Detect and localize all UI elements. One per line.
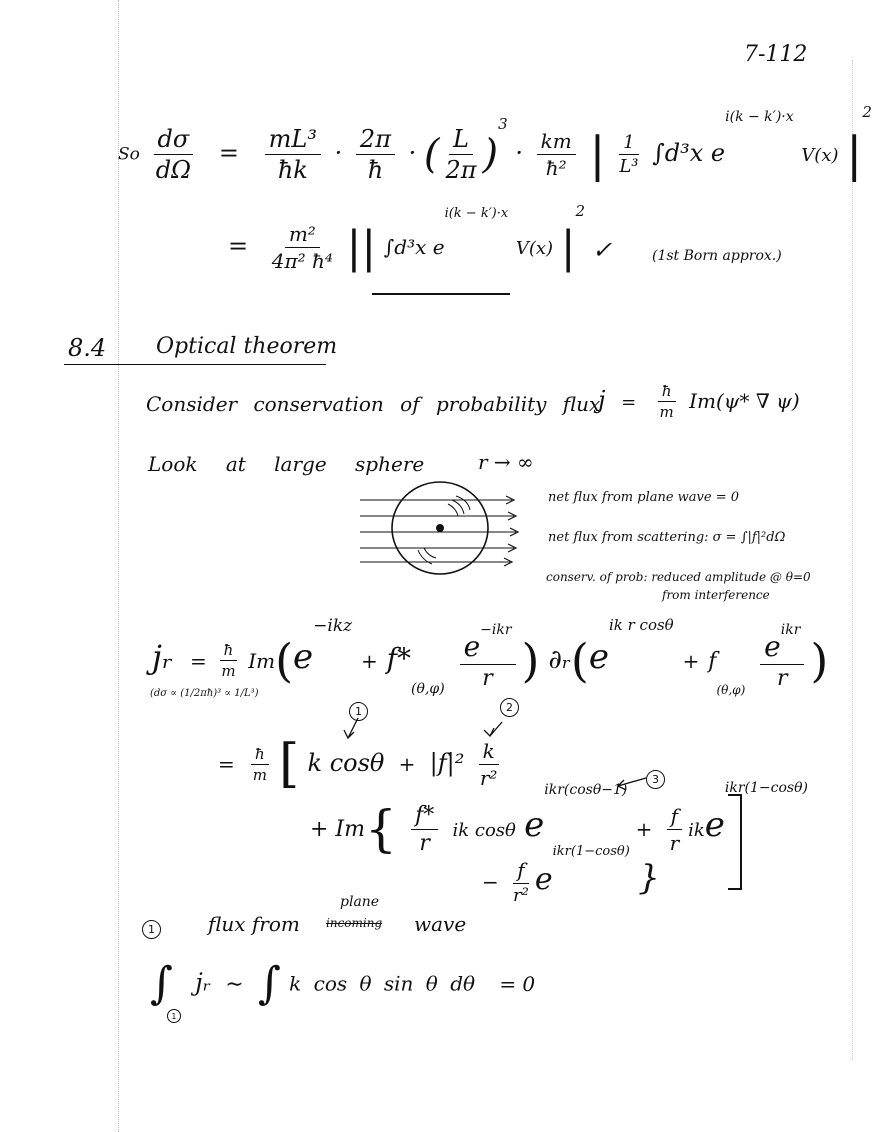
diagram-note-3: conserv. of prob: reduced amplitude @ θ=0 xyxy=(546,570,811,584)
diagram-note-1: net flux from plane wave = 0 xyxy=(548,490,740,505)
closing-bracket xyxy=(728,794,742,890)
flux-definition: j = $\frac{ħ}{m}$ Im(ψ* ∇ ψ) xyxy=(598,382,800,421)
note-1-insert: plane xyxy=(340,894,380,910)
marker-1: 1 xyxy=(349,700,368,721)
density-of-states-factor: $\frac{L}{2\pi}$ xyxy=(445,125,477,184)
section-number: 8.4 xyxy=(68,334,107,362)
flux-normalization-factor: $\frac{km}{\text{ħ²}}$ xyxy=(537,129,576,180)
normalization-note: (dσ ∝ (1/2πħ)³ ∝ 1/L³) xyxy=(150,688,259,699)
diagram-note-2: net flux from scattering: σ = ∫|f|²dΩ xyxy=(548,530,786,545)
scatterer-dot xyxy=(436,524,444,532)
consider-text: Consider conservation of probability flux xyxy=(146,392,601,416)
phase-space-factor: $\frac{\text{mL³}}{ħk}$ xyxy=(265,125,321,184)
cross-section-equation: So $\frac{d\sigma}{d\Omega}$ = $\frac{\text{mL³}}{ħk}$ · $\frac{2\pi}{ħ}$ · ( $\frac{L}{2\pi}$ )$^3$ · $\frac{km}{\text{ħ²}}$ | $\frac{1}{\text{L³}}$ ∫d³x $e^{i(k - k')\cdot x}$ V(x) $|^2$ xyxy=(118,103,872,184)
note-1-text-b: wave xyxy=(414,912,467,936)
born-approx-equation: = $\frac{\text{m²}}{\text{4π² ħ⁴}}$ || ∫d³x $e^{i(k - k')\cdot x}$ V(x) $|^2$ xyxy=(228,202,586,273)
two-pi-over-hbar-factor: $\frac{2\pi}{ħ}$ xyxy=(356,125,395,184)
marker-3: 3 xyxy=(646,768,665,789)
born-integrand: ∫d³x e xyxy=(383,235,445,259)
last-term: − $\frac{f}{\text{r²}}$ $e^{ikr(1-cos\theta)}$ } xyxy=(482,844,660,906)
section-underline xyxy=(64,364,326,365)
check-mark: ✓ xyxy=(592,236,613,264)
plane-wave-flux-integral: $\int_1$ jᵣ ∼ ∫ k cos θ sin θ dθ = 0 xyxy=(150,958,535,1009)
diagram-note-4: from interference xyxy=(662,588,770,602)
dsigma-domega-fraction: $\frac{d\sigma}{d\Omega}$ xyxy=(154,125,194,184)
note-1-struck: incoming xyxy=(326,916,383,930)
one-over-volume-factor: $\frac{1}{\text{L³}}$ xyxy=(619,132,639,177)
interference-terms: + Im{ $\frac{f*}{r}$ ik cosθ $e^{ikr(cos\theta-1)}$ + $\frac{f}{r}$ ike$^{ikr(1-cos\theta)}$ xyxy=(310,780,808,858)
marker-2: 2 xyxy=(500,696,519,717)
page-number: 7-112 xyxy=(744,42,808,67)
born-approx-note: (1st Born approx.) xyxy=(652,248,782,264)
radial-flux-equation: jᵣ = $\frac{ħ}{m}$ $Im(e^{-ikz} + f*_{(\theta,\varphi)}$ $\frac{e^{-ikr}}{r}$ ) $\partial ᵣ(e^{ik r cos\theta} + f_{(\theta,\varphi)}$ $\frac{e^{ikr}}{r}$ ) xyxy=(152,616,829,697)
born-integrand: ∫d³x e xyxy=(652,139,726,167)
note-1-marker: 1 xyxy=(142,918,161,939)
sphere-diagram xyxy=(350,478,530,588)
right-margin-line xyxy=(852,60,853,1060)
underline xyxy=(372,293,510,295)
look-text: Look at large sphere xyxy=(148,452,425,476)
note-1-text-a: flux from xyxy=(208,912,300,936)
section-title: Optical theorem xyxy=(156,334,338,359)
so-label: So xyxy=(118,144,140,165)
flux-expansion: = $\frac{ħ}{m}$ [ k cosθ + |f|² $\frac{k}{\text{r²}}$ xyxy=(218,734,498,794)
prefactor-fraction: $\frac{\text{m²}}{\text{4π² ħ⁴}}$ xyxy=(271,222,333,273)
limit-expression: r → ∞ xyxy=(478,450,534,474)
